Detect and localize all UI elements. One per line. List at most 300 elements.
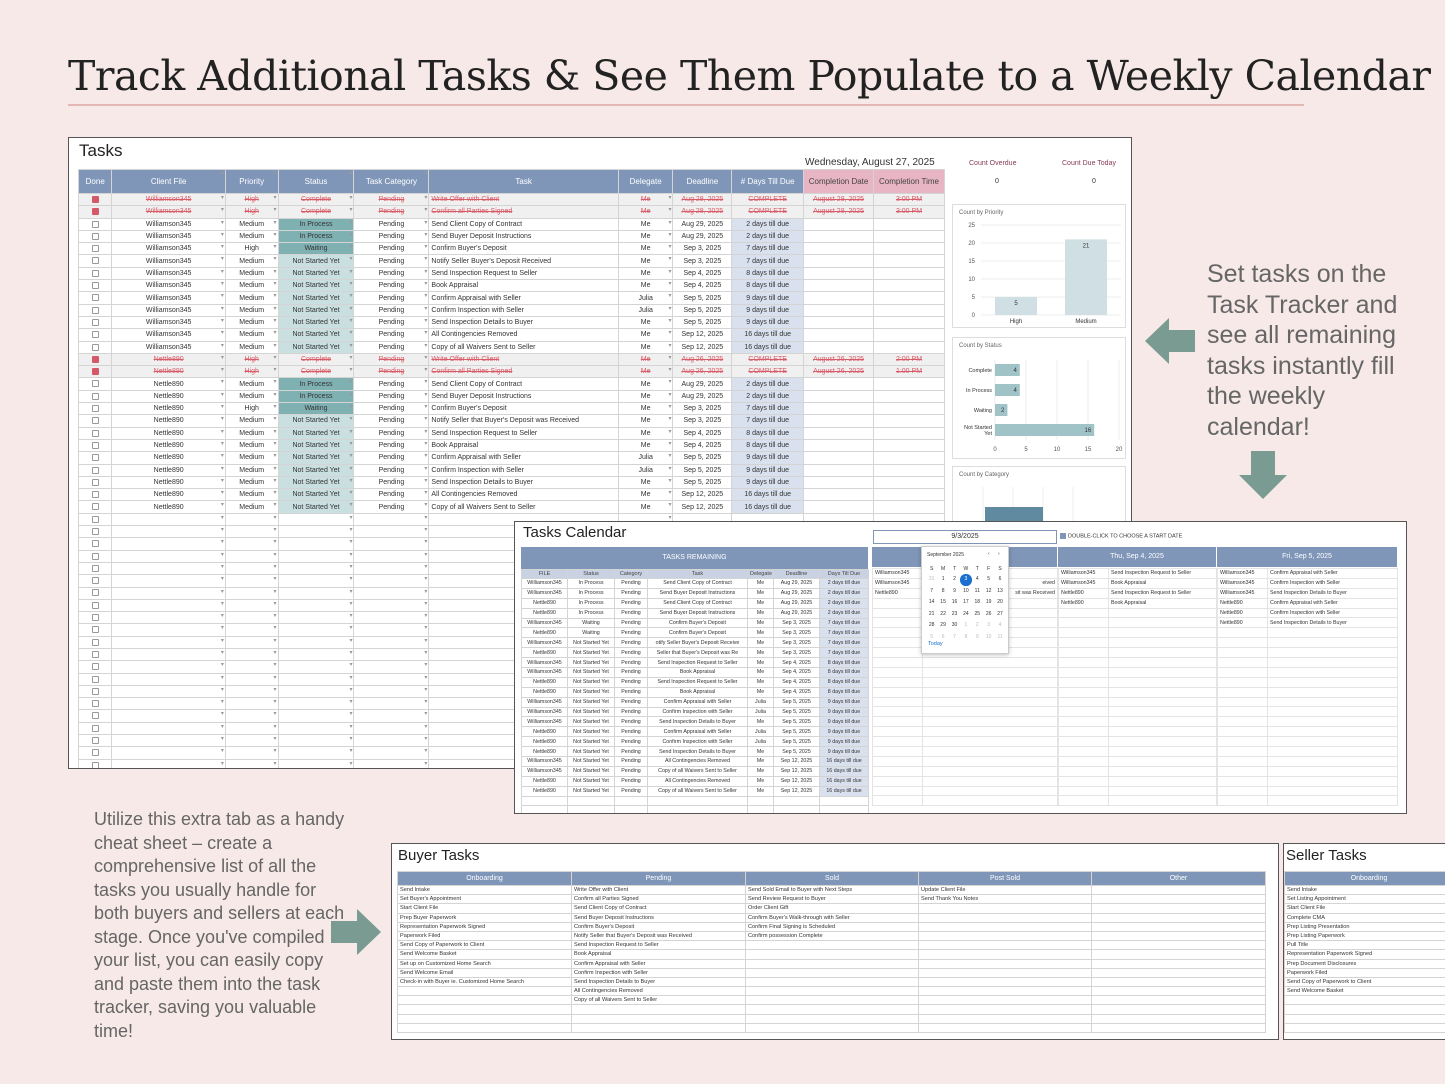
empty-cell[interactable]	[278, 526, 354, 538]
cell-priority[interactable]: Medium ▾	[225, 464, 278, 476]
cell-category[interactable]: Pending ▾	[354, 353, 429, 365]
empty-cell[interactable]	[112, 526, 225, 538]
picker-day[interactable]: 21	[928, 610, 935, 617]
done-checkbox[interactable]	[92, 491, 99, 498]
empty-cell[interactable]	[354, 661, 429, 673]
empty-cell[interactable]	[278, 562, 354, 574]
empty-cell[interactable]	[112, 513, 225, 525]
empty-cell[interactable]	[225, 747, 278, 759]
empty-cell[interactable]	[112, 698, 225, 710]
done-checkbox[interactable]	[92, 516, 99, 523]
done-checkbox-cell[interactable]	[79, 415, 112, 427]
cell-client[interactable]: Nettle890 ▾	[112, 501, 225, 513]
done-checkbox[interactable]	[92, 405, 99, 412]
picker-day[interactable]: 8	[964, 633, 968, 640]
cell-status[interactable]: Not Started Yet ▾	[278, 464, 354, 476]
picker-day[interactable]: 23	[951, 610, 958, 617]
date-picker-popup[interactable]	[921, 546, 1009, 654]
done-checkbox-cell[interactable]	[79, 710, 112, 722]
cell-category[interactable]: Pending ▾	[354, 255, 429, 267]
done-checkbox-cell[interactable]	[79, 698, 112, 710]
empty-cell[interactable]	[278, 575, 354, 587]
picker-day[interactable]: 19	[985, 599, 992, 605]
done-checkbox[interactable]	[92, 196, 99, 203]
cell-status[interactable]: Not Started Yet ▾	[278, 329, 354, 341]
picker-day[interactable]: 30	[951, 622, 958, 628]
empty-cell[interactable]	[354, 722, 429, 734]
empty-cell[interactable]	[112, 538, 225, 550]
done-checkbox-cell[interactable]	[79, 230, 112, 242]
cell-delegate[interactable]: Me ▾	[618, 378, 673, 390]
picker-day[interactable]: 14	[928, 599, 935, 605]
picker-day[interactable]: 13	[997, 587, 1003, 594]
empty-cell[interactable]	[278, 710, 354, 722]
done-checkbox-cell[interactable]	[79, 341, 112, 353]
cell-category[interactable]: Pending ▾	[354, 230, 429, 242]
cell-client[interactable]: Williamson345 ▾	[112, 255, 225, 267]
done-checkbox-cell[interactable]	[79, 452, 112, 464]
cell-delegate[interactable]: Me ▾	[618, 353, 673, 365]
empty-cell[interactable]	[354, 636, 429, 648]
cell-delegate[interactable]: Me ▾	[618, 267, 673, 279]
done-checkbox[interactable]	[92, 614, 99, 621]
done-checkbox[interactable]	[92, 577, 99, 584]
done-checkbox-cell[interactable]	[79, 206, 112, 218]
cell-status[interactable]: Waiting ▾	[278, 243, 354, 255]
done-checkbox-cell[interactable]	[79, 735, 112, 747]
picker-day[interactable]: 3	[960, 574, 971, 586]
cell-priority[interactable]: High ▾	[225, 194, 278, 206]
done-checkbox[interactable]	[92, 221, 99, 228]
tracker-col-header[interactable]: Deadline	[673, 170, 732, 194]
empty-cell[interactable]	[225, 661, 278, 673]
empty-cell[interactable]	[112, 575, 225, 587]
empty-cell[interactable]	[354, 599, 429, 611]
empty-cell[interactable]	[112, 722, 225, 734]
empty-cell[interactable]	[225, 648, 278, 660]
empty-cell[interactable]	[354, 612, 429, 624]
done-checkbox-cell[interactable]	[79, 587, 112, 599]
done-checkbox-cell[interactable]	[79, 612, 112, 624]
cell-delegate[interactable]: Me ▾	[618, 501, 673, 513]
cell-status[interactable]: Not Started Yet ▾	[278, 501, 354, 513]
done-checkbox-cell[interactable]	[79, 648, 112, 660]
cell-priority[interactable]: Medium ▾	[225, 267, 278, 279]
cell-status[interactable]: Waiting ▾	[278, 403, 354, 415]
cell-priority[interactable]: High ▾	[225, 403, 278, 415]
cell-delegate[interactable]: Me ▾	[618, 316, 673, 328]
start-date-input[interactable]: 9/3/2025	[873, 530, 1057, 544]
done-checkbox-cell[interactable]	[79, 255, 112, 267]
cell-category[interactable]: Pending ▾	[354, 280, 429, 292]
done-checkbox-cell[interactable]	[79, 243, 112, 255]
cell-delegate[interactable]: Me ▾	[618, 194, 673, 206]
done-checkbox[interactable]	[92, 233, 99, 240]
cell-delegate[interactable]: Julia ▾	[618, 304, 673, 316]
empty-cell[interactable]	[278, 612, 354, 624]
cell-priority[interactable]: Medium ▾	[225, 292, 278, 304]
done-checkbox[interactable]	[92, 417, 99, 424]
tracker-col-header[interactable]: Status ▾	[278, 170, 354, 194]
done-checkbox[interactable]	[92, 331, 99, 338]
cell-status[interactable]: Not Started Yet ▾	[278, 280, 354, 292]
cell-priority[interactable]: Medium ▾	[225, 329, 278, 341]
empty-cell[interactable]	[225, 759, 278, 769]
done-checkbox-cell[interactable]	[79, 550, 112, 562]
cell-priority[interactable]: Medium ▾	[225, 452, 278, 464]
cell-status[interactable]: In Process ▾	[278, 390, 354, 402]
cell-category[interactable]: Pending ▾	[354, 464, 429, 476]
cell-category[interactable]: Pending ▾	[354, 452, 429, 464]
empty-cell[interactable]	[278, 636, 354, 648]
empty-cell[interactable]	[354, 759, 429, 769]
cell-priority[interactable]: High ▾	[225, 366, 278, 378]
cell-category[interactable]: Pending ▾	[354, 390, 429, 402]
cell-client[interactable]: Williamson345 ▾	[112, 267, 225, 279]
cell-status[interactable]: In Process ▾	[278, 218, 354, 230]
cell-status[interactable]: Complete ▾	[278, 366, 354, 378]
picker-day[interactable]: 1	[941, 576, 945, 582]
empty-cell[interactable]	[112, 612, 225, 624]
empty-cell[interactable]	[354, 513, 429, 525]
empty-cell[interactable]	[112, 562, 225, 574]
empty-cell[interactable]	[112, 710, 225, 722]
done-checkbox-cell[interactable]	[79, 624, 112, 636]
empty-cell[interactable]	[278, 599, 354, 611]
done-checkbox-cell[interactable]	[79, 489, 112, 501]
empty-cell[interactable]	[278, 648, 354, 660]
picker-day[interactable]: 10	[985, 633, 992, 640]
picker-day[interactable]: 2	[953, 576, 956, 582]
empty-cell[interactable]	[354, 550, 429, 562]
done-checkbox[interactable]	[92, 344, 99, 351]
cell-client[interactable]: Williamson345 ▾	[112, 206, 225, 218]
done-checkbox[interactable]	[92, 602, 99, 609]
empty-cell[interactable]	[278, 759, 354, 769]
done-checkbox[interactable]	[92, 467, 99, 474]
done-checkbox[interactable]	[92, 737, 99, 744]
cell-status[interactable]: Not Started Yet ▾	[278, 476, 354, 488]
done-checkbox-cell[interactable]	[79, 316, 112, 328]
picker-day[interactable]: 4	[975, 576, 979, 582]
empty-cell[interactable]	[225, 550, 278, 562]
cell-status[interactable]: Not Started Yet ▾	[278, 304, 354, 316]
done-checkbox-cell[interactable]	[79, 427, 112, 439]
picker-day[interactable]: 15	[940, 599, 946, 605]
done-checkbox-cell[interactable]	[79, 575, 112, 587]
cell-delegate[interactable]: Julia ▾	[618, 464, 673, 476]
cell-priority[interactable]: Medium ▾	[225, 390, 278, 402]
done-checkbox[interactable]	[92, 270, 99, 277]
cell-client[interactable]: Nettle890 ▾	[112, 439, 225, 451]
done-checkbox[interactable]	[92, 257, 99, 264]
done-checkbox[interactable]	[92, 528, 99, 535]
cell-status[interactable]: Not Started Yet ▾	[278, 427, 354, 439]
done-checkbox-cell[interactable]	[79, 747, 112, 759]
tracker-col-header[interactable]: Done	[79, 170, 112, 194]
empty-cell[interactable]	[225, 513, 278, 525]
empty-cell[interactable]	[225, 624, 278, 636]
empty-cell[interactable]	[225, 575, 278, 587]
cell-client[interactable]: Nettle890 ▾	[112, 415, 225, 427]
cell-category[interactable]: Pending ▾	[354, 206, 429, 218]
cell-delegate[interactable]: Me ▾	[618, 439, 673, 451]
cell-category[interactable]: Pending ▾	[354, 403, 429, 415]
empty-cell[interactable]	[112, 550, 225, 562]
empty-cell[interactable]	[278, 661, 354, 673]
done-checkbox[interactable]	[92, 712, 99, 719]
empty-cell[interactable]	[225, 735, 278, 747]
picker-day[interactable]: 3	[987, 622, 991, 628]
empty-cell[interactable]	[225, 599, 278, 611]
cell-status[interactable]: Not Started Yet ▾	[278, 316, 354, 328]
cell-delegate[interactable]: Julia ▾	[618, 292, 673, 304]
empty-cell[interactable]	[354, 698, 429, 710]
cell-status[interactable]: Not Started Yet ▾	[278, 341, 354, 353]
cell-category[interactable]: Pending ▾	[354, 476, 429, 488]
empty-cell[interactable]	[225, 722, 278, 734]
empty-cell[interactable]	[354, 575, 429, 587]
empty-cell[interactable]	[225, 538, 278, 550]
picker-day[interactable]: 10	[963, 587, 969, 594]
empty-cell[interactable]	[112, 661, 225, 673]
done-checkbox-cell[interactable]	[79, 538, 112, 550]
cell-client[interactable]: Nettle890 ▾	[112, 464, 225, 476]
cell-priority[interactable]: Medium ▾	[225, 476, 278, 488]
empty-cell[interactable]	[278, 587, 354, 599]
done-checkbox-cell[interactable]	[79, 661, 112, 673]
picker-day[interactable]: 11	[974, 587, 980, 594]
cell-status[interactable]: Not Started Yet ▾	[278, 489, 354, 501]
done-checkbox-cell[interactable]	[79, 304, 112, 316]
done-checkbox[interactable]	[92, 294, 99, 301]
cell-delegate[interactable]: Julia ▾	[618, 452, 673, 464]
empty-cell[interactable]	[225, 587, 278, 599]
done-checkbox-cell[interactable]	[79, 366, 112, 378]
done-checkbox-cell[interactable]	[79, 759, 112, 769]
empty-cell[interactable]	[354, 735, 429, 747]
empty-cell[interactable]	[354, 624, 429, 636]
cell-client[interactable]: Nettle890 ▾	[112, 403, 225, 415]
empty-cell[interactable]	[112, 648, 225, 660]
picker-day[interactable]: 31	[928, 576, 935, 582]
done-checkbox-cell[interactable]	[79, 280, 112, 292]
cell-delegate[interactable]: Me ▾	[618, 255, 673, 267]
picker-day[interactable]: 11	[997, 633, 1003, 640]
cell-client[interactable]: Williamson345 ▾	[112, 304, 225, 316]
cell-category[interactable]: Pending ▾	[354, 489, 429, 501]
picker-prev-icon[interactable]: ‹	[988, 551, 990, 557]
done-checkbox-cell[interactable]	[79, 439, 112, 451]
buyer-col-onboarding[interactable]: Onboarding ▾	[398, 872, 572, 886]
picker-day[interactable]: 25	[974, 610, 981, 617]
cell-client[interactable]: Nettle890 ▾	[112, 489, 225, 501]
cell-priority[interactable]: Medium ▾	[225, 304, 278, 316]
cell-category[interactable]: Pending ▾	[354, 218, 429, 230]
empty-cell[interactable]	[354, 673, 429, 685]
done-checkbox-cell[interactable]	[79, 267, 112, 279]
picker-day[interactable]: 20	[997, 599, 1003, 605]
tracker-col-header[interactable]: Client File ▾	[112, 170, 225, 194]
empty-cell[interactable]	[354, 526, 429, 538]
picker-day[interactable]: 28	[928, 622, 935, 628]
empty-cell[interactable]	[278, 747, 354, 759]
cell-delegate[interactable]: Me ▾	[618, 329, 673, 341]
done-checkbox[interactable]	[92, 651, 99, 658]
done-checkbox[interactable]	[92, 676, 99, 683]
picker-day[interactable]: 5	[987, 576, 991, 582]
empty-cell[interactable]	[354, 747, 429, 759]
tracker-col-header[interactable]: Task	[429, 170, 618, 194]
cell-category[interactable]: Pending ▾	[354, 366, 429, 378]
cell-status[interactable]: Not Started Yet ▾	[278, 452, 354, 464]
tracker-col-header[interactable]: Task Category ▾	[354, 170, 429, 194]
cell-status[interactable]: Not Started Yet ▾	[278, 255, 354, 267]
done-checkbox-cell[interactable]	[79, 194, 112, 206]
done-checkbox-cell[interactable]	[79, 685, 112, 697]
done-checkbox[interactable]	[92, 688, 99, 695]
done-checkbox-cell[interactable]	[79, 526, 112, 538]
picker-day[interactable]: 9	[975, 633, 979, 640]
done-checkbox-cell[interactable]	[79, 464, 112, 476]
empty-cell[interactable]	[112, 587, 225, 599]
picker-day[interactable]: 6	[998, 576, 1002, 582]
picker-day[interactable]: 18	[974, 599, 981, 605]
cell-status[interactable]: Not Started Yet ▾	[278, 415, 354, 427]
empty-cell[interactable]	[112, 624, 225, 636]
picker-day[interactable]: 7	[930, 587, 934, 594]
tracker-col-header[interactable]: Completion Time	[874, 170, 945, 194]
done-checkbox[interactable]	[92, 282, 99, 289]
empty-cell[interactable]	[278, 513, 354, 525]
done-checkbox-cell[interactable]	[79, 329, 112, 341]
done-checkbox-cell[interactable]	[79, 562, 112, 574]
buyer-col-sold[interactable]: Sold ▾	[746, 872, 919, 886]
done-checkbox-cell[interactable]	[79, 722, 112, 734]
picker-day[interactable]: 12	[985, 587, 992, 594]
done-checkbox-cell[interactable]	[79, 476, 112, 488]
cell-priority[interactable]: Medium ▾	[225, 255, 278, 267]
picker-day[interactable]: 27	[997, 610, 1003, 617]
picker-next-icon[interactable]: ›	[998, 551, 1000, 557]
picker-day[interactable]: 24	[963, 610, 969, 617]
done-checkbox[interactable]	[92, 368, 99, 375]
cell-category[interactable]: Pending ▾	[354, 316, 429, 328]
cell-status[interactable]: Not Started Yet ▾	[278, 439, 354, 451]
done-checkbox[interactable]	[92, 307, 99, 314]
cell-priority[interactable]: Medium ▾	[225, 415, 278, 427]
done-checkbox-cell[interactable]	[79, 501, 112, 513]
done-checkbox-cell[interactable]	[79, 673, 112, 685]
cell-delegate[interactable]: Me ▾	[618, 243, 673, 255]
cell-category[interactable]: Pending ▾	[354, 304, 429, 316]
picker-day[interactable]: 17	[963, 599, 969, 605]
empty-cell[interactable]	[278, 538, 354, 550]
cell-delegate[interactable]: Me ▾	[618, 206, 673, 218]
cell-delegate[interactable]: Me ▾	[618, 218, 673, 230]
cell-category[interactable]: Pending ▾	[354, 194, 429, 206]
cell-client[interactable]: Williamson345 ▾	[112, 243, 225, 255]
empty-cell[interactable]	[278, 722, 354, 734]
done-checkbox-cell[interactable]	[79, 353, 112, 365]
empty-cell[interactable]	[112, 599, 225, 611]
done-checkbox[interactable]	[92, 356, 99, 363]
empty-cell[interactable]	[354, 710, 429, 722]
done-checkbox[interactable]	[92, 442, 99, 449]
cell-category[interactable]: Pending ▾	[354, 439, 429, 451]
empty-cell[interactable]	[225, 612, 278, 624]
empty-cell[interactable]	[225, 562, 278, 574]
empty-cell[interactable]	[112, 636, 225, 648]
empty-cell[interactable]	[354, 538, 429, 550]
empty-cell[interactable]	[278, 550, 354, 562]
done-checkbox[interactable]	[92, 503, 99, 510]
buyer-col-other[interactable]: Other ▾	[1092, 872, 1266, 886]
cell-status[interactable]: Not Started Yet ▾	[278, 292, 354, 304]
cell-priority[interactable]: Medium ▾	[225, 427, 278, 439]
done-checkbox-cell[interactable]	[79, 513, 112, 525]
cell-status[interactable]: In Process ▾	[278, 378, 354, 390]
tracker-col-header[interactable]: Priority ▾	[225, 170, 278, 194]
done-checkbox-cell[interactable]	[79, 599, 112, 611]
picker-day[interactable]: 9	[953, 587, 956, 594]
cell-category[interactable]: Pending ▾	[354, 267, 429, 279]
cell-category[interactable]: Pending ▾	[354, 427, 429, 439]
done-checkbox[interactable]	[92, 208, 99, 215]
cell-delegate[interactable]: Me ▾	[618, 476, 673, 488]
cell-priority[interactable]: High ▾	[225, 243, 278, 255]
done-checkbox[interactable]	[92, 565, 99, 572]
cell-client[interactable]: Nettle890 ▾	[112, 427, 225, 439]
cell-priority[interactable]: High ▾	[225, 206, 278, 218]
picker-day[interactable]: 6	[941, 633, 945, 640]
cell-client[interactable]: Williamson345 ▾	[112, 341, 225, 353]
buyer-col-pending[interactable]: Pending ▾	[572, 872, 746, 886]
picker-day[interactable]: 5	[930, 633, 934, 640]
done-checkbox[interactable]	[92, 663, 99, 670]
done-checkbox[interactable]	[92, 430, 99, 437]
empty-cell[interactable]	[112, 685, 225, 697]
cell-delegate[interactable]: Me ▾	[618, 403, 673, 415]
done-checkbox[interactable]	[92, 454, 99, 461]
done-checkbox[interactable]	[92, 762, 99, 769]
done-checkbox[interactable]	[92, 245, 99, 252]
cell-client[interactable]: Williamson345 ▾	[112, 194, 225, 206]
cell-category[interactable]: Pending ▾	[354, 292, 429, 304]
empty-cell[interactable]	[225, 673, 278, 685]
cell-category[interactable]: Pending ▾	[354, 341, 429, 353]
done-checkbox-cell[interactable]	[79, 292, 112, 304]
cell-status[interactable]: Not Started Yet ▾	[278, 267, 354, 279]
picker-day[interactable]: 22	[940, 610, 946, 617]
cell-category[interactable]: Pending ▾	[354, 378, 429, 390]
cell-delegate[interactable]: Me ▾	[618, 415, 673, 427]
picker-day[interactable]: 1	[964, 622, 968, 628]
empty-cell[interactable]	[354, 648, 429, 660]
cell-client[interactable]: Williamson345 ▾	[112, 329, 225, 341]
cell-client[interactable]: Nettle890 ▾	[112, 353, 225, 365]
done-checkbox[interactable]	[92, 725, 99, 732]
cell-status[interactable]: In Process ▾	[278, 230, 354, 242]
picker-day[interactable]: 4	[998, 622, 1002, 628]
cell-priority[interactable]: Medium ▾	[225, 378, 278, 390]
cell-status[interactable]: Complete ▾	[278, 206, 354, 218]
empty-cell[interactable]	[278, 685, 354, 697]
cell-delegate[interactable]: Me ▾	[618, 390, 673, 402]
cell-client[interactable]: Nettle890 ▾	[112, 452, 225, 464]
picker-day[interactable]: 7	[953, 633, 956, 640]
done-checkbox[interactable]	[92, 319, 99, 326]
